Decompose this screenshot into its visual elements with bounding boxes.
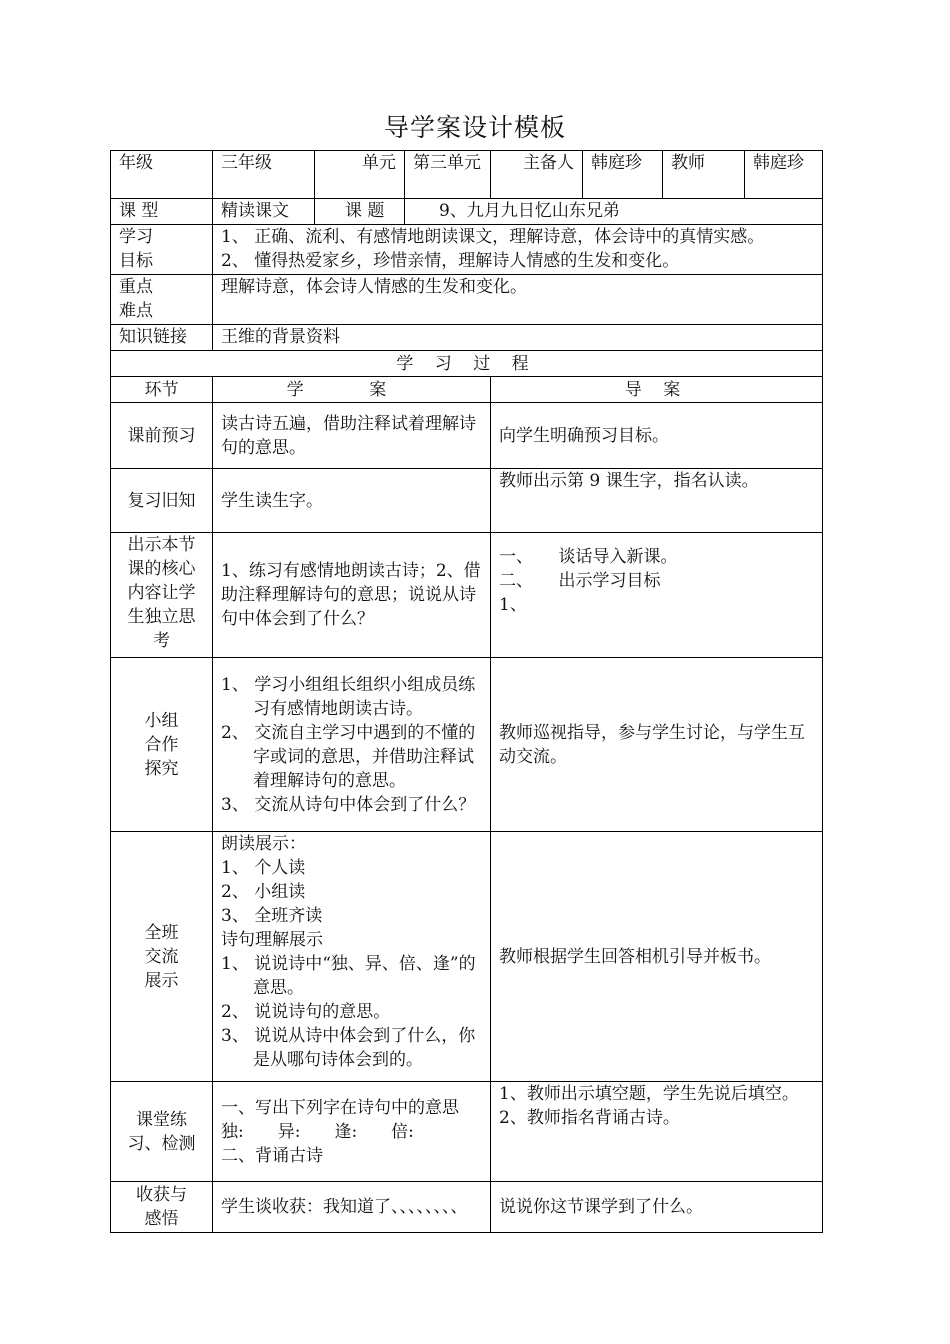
- topic-value: 9、九月九日忆山东兄弟: [405, 199, 823, 225]
- header-row: [111, 151, 823, 199]
- guide-cell: [491, 403, 823, 469]
- guide-line: 二、 出示学习目标: [499, 571, 661, 591]
- grade-label: 年级: [111, 151, 213, 199]
- goals-label: [111, 225, 213, 275]
- topic-label: 课 题: [315, 199, 405, 225]
- guide-line: 教师出示第 9 课生字，指名认读。: [499, 471, 759, 491]
- process-row: [111, 1082, 823, 1182]
- guide-line: 向学生明确预习目标。: [499, 425, 669, 446]
- knowledge-text: 王维的背景资料: [213, 325, 823, 351]
- guide-line: 1、教师出示填空题，学生先说后填空。: [499, 1084, 799, 1104]
- guide-line: 1、: [499, 595, 527, 615]
- stage-line: 复习旧知: [127, 490, 196, 511]
- preparer-label: 主备人: [491, 151, 583, 199]
- goal-item: 2、 懂得热爱家乡，珍惜亲情，理解诗人情感的生发和变化。: [221, 251, 680, 271]
- stage-line: 交流: [144, 946, 179, 967]
- study-cell: [213, 533, 491, 658]
- guide-line: 教师巡视指导，参与学生讨论，与学生互动交流。: [499, 722, 805, 767]
- guide-cell: [491, 832, 823, 1082]
- stage-cell: [111, 1082, 213, 1182]
- study-line: 2、 小组读: [221, 882, 306, 902]
- study-line: 3、 全班齐读: [221, 906, 323, 926]
- study-line: 学生谈收获：我知道了、、、、、、、、: [221, 1197, 468, 1217]
- process-row: [111, 832, 823, 1082]
- study-line: 1、 学习小组组长组织小组成员练习有感情地朗读古诗。: [221, 674, 476, 719]
- stage-line: 课前预习: [127, 425, 196, 446]
- unit-label: 单元: [315, 151, 405, 199]
- teacher-value: 韩庭珍: [745, 151, 823, 199]
- type-value: 精读课文: [213, 199, 315, 225]
- goals-label-line: 学习: [119, 227, 153, 247]
- unit-value: 第三单元: [405, 151, 491, 199]
- preparer-value: 韩庭珍: [583, 151, 663, 199]
- column-stage: 环节: [111, 377, 213, 403]
- knowledge-label: 知识链接: [111, 325, 213, 351]
- stage-line: 课堂练: [136, 1109, 187, 1130]
- teacher-label: 教师: [663, 151, 745, 199]
- guide-cell: [491, 1182, 823, 1233]
- stage-line: 小组: [144, 710, 179, 731]
- stage-line: 感悟: [144, 1209, 179, 1229]
- goals-row: [111, 225, 823, 275]
- process-title: 学 习 过 程: [111, 351, 823, 377]
- guide-cell: [491, 533, 823, 658]
- study-line: 3、 交流从诗句中体会到了什么？: [221, 794, 476, 815]
- stage-line: 习、检测: [127, 1133, 196, 1154]
- column-guide: 导 案: [491, 377, 823, 403]
- type-row: [111, 199, 823, 225]
- stage-cell: [111, 1182, 213, 1233]
- study-cell: [213, 469, 491, 533]
- grade-value: 三年级: [213, 151, 315, 199]
- knowledge-row: [111, 325, 823, 351]
- study-cell: [213, 658, 491, 832]
- stage-cell: [111, 832, 213, 1082]
- study-line: 1、练习有感情地朗读古诗；2、借助注释理解诗句的意思；说说从诗句中体会到了什么？: [221, 561, 481, 629]
- goal-item: 1、 正确、流利、有感情地朗读课文，理解诗意，体会诗中的真情实感。: [221, 227, 765, 247]
- study-line: 2、 说说诗句的意思。: [221, 1002, 391, 1022]
- process-title-row: [111, 351, 823, 377]
- guide-line: 一、 谈话导入新课。: [499, 547, 678, 567]
- guide-line: 2、教师指名背诵古诗。: [499, 1108, 680, 1128]
- study-line: 3、 说说从诗中体会到了什么，你是从哪句诗体会到的。: [221, 1026, 476, 1070]
- stage-line: 内容让学: [127, 583, 196, 603]
- key-points-label-line: 重点: [119, 277, 153, 297]
- guide-line: 说说你这节课学到了什么。: [499, 1197, 703, 1217]
- study-line: 诗句理解展示: [221, 930, 323, 950]
- process-row: [111, 469, 823, 533]
- study-line: 2、 交流自主学习中遇到的不懂的字或词的意思，并借助注释试着理解诗句的意思。: [221, 722, 476, 791]
- study-line: 独: 异: 逢: 倍:: [221, 1121, 414, 1142]
- study-cell: [213, 1182, 491, 1233]
- study-line: 朗读展示：: [221, 834, 306, 854]
- goals-content: [213, 225, 823, 275]
- stage-cell: [111, 533, 213, 658]
- type-label: 课 型: [111, 199, 213, 225]
- process-row: [111, 533, 823, 658]
- stage-line: 合作: [144, 734, 179, 755]
- goals-label-line: 目标: [119, 251, 153, 271]
- guide-cell: [491, 658, 823, 832]
- stage-line: 生独立思: [127, 607, 196, 627]
- lesson-plan-table: [110, 150, 823, 1233]
- key-points-text: 理解诗意，体会诗人情感的生发和变化。: [213, 275, 823, 325]
- study-cell: [213, 832, 491, 1082]
- stage-line: 探究: [144, 758, 179, 779]
- stage-line: 全班: [144, 922, 179, 943]
- study-line: 1、 个人读: [221, 858, 306, 878]
- study-line: 二、背诵古诗: [221, 1145, 323, 1166]
- guide-line: 教师根据学生回答相机引导并板书。: [499, 946, 771, 967]
- guide-cell: [491, 469, 823, 533]
- guide-cell: [491, 1082, 823, 1182]
- study-cell: [213, 1082, 491, 1182]
- stage-line: 出示本节: [127, 535, 196, 555]
- study-line: 学生读生字。: [221, 490, 323, 511]
- key-points-row: [111, 275, 823, 325]
- process-row: [111, 658, 823, 832]
- study-line: 1、 说说诗中“独、异、倍、逢”的意思。: [221, 954, 476, 998]
- stage-cell: [111, 469, 213, 533]
- stage-line: 收获与: [136, 1185, 187, 1205]
- document-title: 导学案设计模板: [383, 113, 566, 142]
- process-row: [111, 403, 823, 469]
- column-study: 学 案: [213, 377, 491, 403]
- column-header-row: [111, 377, 823, 403]
- study-line: 一、写出下列字在诗句中的意思: [221, 1097, 459, 1118]
- stage-line: 课的核心: [127, 559, 196, 579]
- process-row: [111, 1182, 823, 1233]
- key-points-label: [111, 275, 213, 325]
- stage-cell: [111, 403, 213, 469]
- study-line: 读古诗五遍，借助注释试着理解诗句的意思。: [221, 413, 476, 458]
- stage-cell: [111, 658, 213, 832]
- study-cell: [213, 403, 491, 469]
- key-points-label-line: 难点: [119, 301, 153, 321]
- stage-line: 展示: [144, 970, 179, 991]
- stage-line: 考: [153, 631, 170, 651]
